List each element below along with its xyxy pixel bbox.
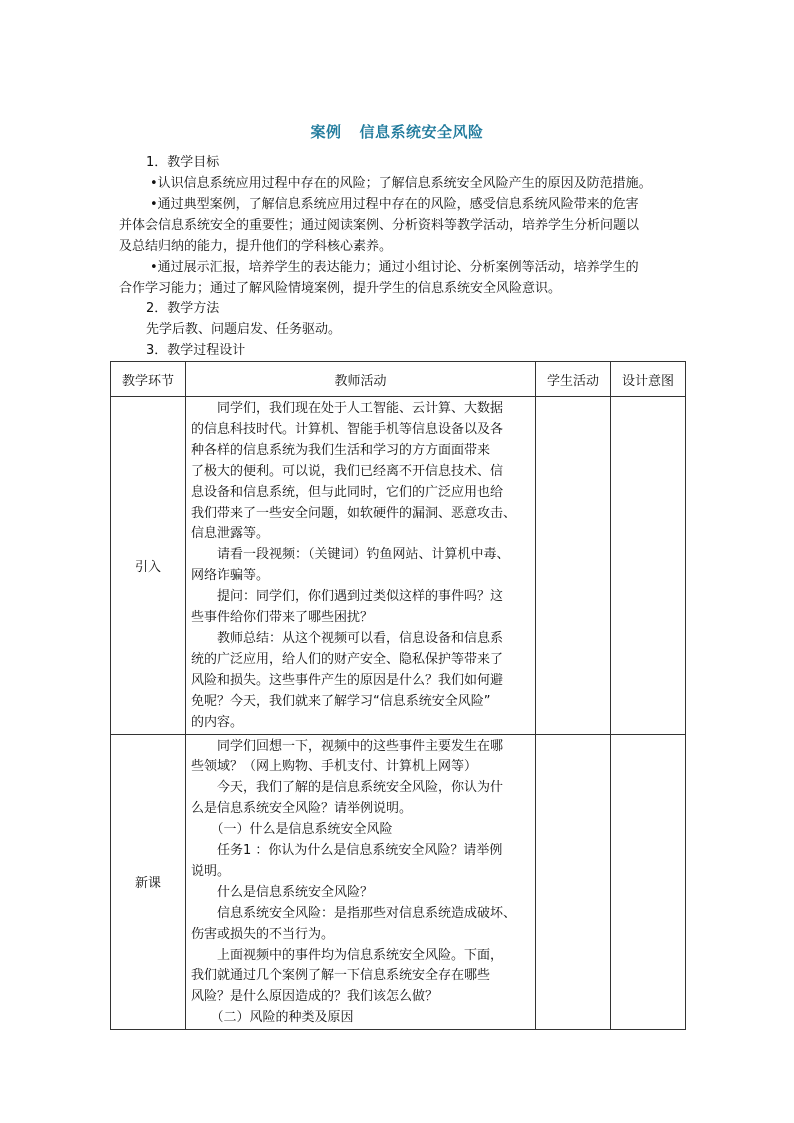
teacher-activity-new-lesson xyxy=(186,734,536,1030)
text-line: 网络诈骗等。 xyxy=(191,568,270,584)
text-line: 今天，我们了解的是信息系统安全风险，你认为什 xyxy=(217,780,504,796)
text-line: 伤害或损失的不当行为。 xyxy=(191,926,335,942)
section-heading-process: 3．教学过程设计 xyxy=(146,343,246,358)
text-line: 同学们回想一下，视频中的这些事件主要发生在哪 xyxy=(217,738,504,754)
text-line: 什么是信息系统安全风险？ xyxy=(217,884,374,900)
student-activity-intro xyxy=(536,397,611,735)
teaching-process-table xyxy=(110,361,686,1030)
text-line: 说明。 xyxy=(191,863,231,879)
text-line: 免呢？今天，我们就来了解学习“信息系统安全风险” xyxy=(191,693,491,709)
teacher-activity-intro xyxy=(186,397,536,735)
text-line: 些领域？（网上购物、手机支付、计算机上网等） xyxy=(191,759,478,775)
text-line: 信息泄露等。 xyxy=(191,526,270,542)
design-intent-new-lesson xyxy=(611,734,686,1030)
text-line: 统的广泛应用，给人们的财产安全、隐私保护等带来了 xyxy=(191,651,504,667)
header-student-activity: 学生活动 xyxy=(536,362,611,397)
design-intent-intro xyxy=(611,397,686,735)
text-line: 我们带来了一些安全问题，如软硬件的漏洞、恶意攻击、 xyxy=(191,505,517,521)
text-line: 风险？是什么原因造成的？我们该怎么做？ xyxy=(191,989,439,1005)
text-line: 种各样的信息系统为我们生活和学习的方方面面带来 xyxy=(191,442,491,458)
text-line: （一）什么是信息系统安全风险 xyxy=(210,822,393,838)
text-line: 上面视频中的事件均为信息系统安全风险。下面， xyxy=(217,947,504,963)
goal-item-2-line-3: 及总结归纳的能力，提升他们的学科核心素养。 xyxy=(119,239,393,254)
text-line: 的内容。 xyxy=(191,714,244,730)
text-line: 教师总结：从这个视频可以看，信息设备和信息系 xyxy=(217,630,504,646)
text-line: 些事件给你们带来了哪些困扰？ xyxy=(191,610,374,626)
text-line: 请看一段视频：（关键词）钓鱼网站、计算机中毒、 xyxy=(217,547,510,563)
table-header-row xyxy=(111,362,686,397)
goal-item-2-line-2: 并体会信息系统安全的重要性；通过阅读案例、分析资料等教学活动，培养学生分析问题以 xyxy=(119,218,640,233)
methods-text: 先学后教、问题启发、任务驱动。 xyxy=(146,322,342,337)
title-main: 信息系统安全风险 xyxy=(359,123,484,141)
section-heading-methods: 2．教学方法 xyxy=(146,301,220,316)
goal-item-3-line-2: 合作学习能力；通过了解风险情境案例，提升学生的信息系统安全风险意识。 xyxy=(119,281,562,296)
student-activity-new-lesson xyxy=(536,734,611,1030)
title-prefix: 案例 xyxy=(310,123,342,141)
text-line: 风险和损失。这些事件产生的原因是什么？我们如何避 xyxy=(191,672,504,688)
goal-item-2-line-1: •通过典型案例，了解信息系统应用过程中存在的风险，感受信息系统风险带来的危害 xyxy=(150,197,639,212)
page-title xyxy=(0,121,794,142)
text-line: 息设备和信息系统，但与此同时，它们的广泛应用也给 xyxy=(191,484,504,500)
text-line: （二）风险的种类及原因 xyxy=(210,1010,354,1026)
header-stage: 教学环节 xyxy=(111,362,186,397)
table-row xyxy=(111,734,686,1030)
table-row xyxy=(111,397,686,735)
header-design-intent: 设计意图 xyxy=(611,362,686,397)
text-line: 了极大的便利。可以说，我们已经离不开信息技术、信 xyxy=(191,463,504,479)
stage-cell-new-lesson: 新课 xyxy=(111,734,186,1030)
header-teacher-activity: 教师活动 xyxy=(186,362,536,397)
text-line: 的信息科技时代。计算机、智能手机等信息设备以及各 xyxy=(191,421,504,437)
text-line: 信息系统安全风险：是指那些对信息系统造成破坏、 xyxy=(217,905,517,921)
stage-cell-intro: 引入 xyxy=(111,397,186,735)
goal-item-1: •认识信息系统应用过程中存在的风险；了解信息系统安全风险产生的原因及防范措施。 xyxy=(150,176,652,191)
text-line: 同学们，我们现在处于人工智能、云计算、大数据 xyxy=(217,401,504,416)
text-line: 任务1 ：你认为什么是信息系统安全风险？请举例 xyxy=(217,843,503,859)
text-line: 提问：同学们，你们遇到过类似这样的事件吗？这 xyxy=(217,589,504,605)
goal-item-3-line-1: •通过展示汇报，培养学生的表达能力；通过小组讨论、分析案例等活动，培养学生的 xyxy=(150,260,639,275)
text-line: 么是信息系统安全风险？请举例说明。 xyxy=(191,801,413,817)
section-heading-goals: 1．教学目标 xyxy=(146,155,220,170)
text-line: 我们就通过几个案例了解一下信息系统安全存在哪些 xyxy=(191,968,491,984)
